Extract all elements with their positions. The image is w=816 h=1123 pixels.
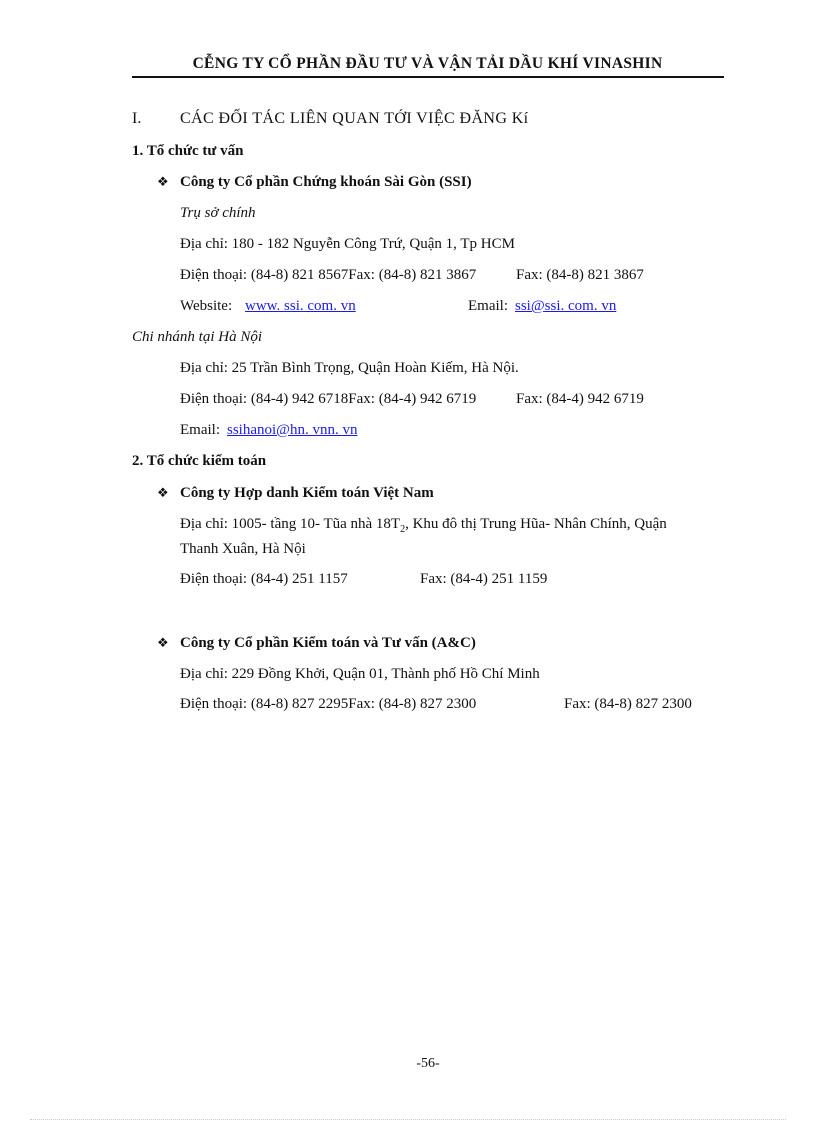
auditor-2-phone: Điện thoại: (84-8) 827 2295Fax: (84-8) 827 2300 xyxy=(180,696,477,712)
auditor-heading: 2. Tổ chức kiểm toán xyxy=(132,453,267,469)
branch-email-label: Email: xyxy=(180,422,220,438)
auditor-2-fax: Fax: (84-8) 827 2300 xyxy=(564,696,692,712)
header-divider xyxy=(132,76,724,78)
website-link[interactable]: www. ssi. com. vn xyxy=(245,298,356,314)
auditor-company-1: Công ty Hợp danh Kiểm toán Việt Nam xyxy=(180,485,434,501)
hq-address: Địa chỉ: 180 - 182 Nguyễn Công Trứ, Quận 1, Tp HCM xyxy=(180,236,515,252)
hq-label: Trụ sở chính xyxy=(180,205,256,221)
branch-phone: Điện thoại: (84-4) 942 6718Fax: (84-4) 942 6719 xyxy=(180,391,477,407)
hq-fax: Fax: (84-8) 821 3867 xyxy=(516,267,644,283)
section-title: CÁC ĐỐI TÁC LIÊN QUAN TỚI VIỆC ĐĂNG Kí xyxy=(180,110,529,127)
auditor-1-address-part2: , Khu đô thị Trung Hũa- Nhân Chính, Quận xyxy=(405,516,667,532)
email-link[interactable]: ssi@ssi. com. vn xyxy=(515,298,617,314)
diamond-bullet-icon: ❖ xyxy=(157,485,169,500)
branch-address: Địa chỉ: 25 Trần Bình Trọng, Quận Hoàn Kiếm, Hà Nội. xyxy=(180,360,519,376)
consultant-company-name: Công ty Cổ phần Chứng khoán Sài Gòn (SSI) xyxy=(180,174,472,190)
branch-label: Chi nhánh tại Hà Nội xyxy=(132,329,263,345)
diamond-bullet-icon: ❖ xyxy=(157,174,169,189)
section-number: I. xyxy=(132,110,142,127)
email-label: Email: xyxy=(468,298,508,314)
auditor-1-address xyxy=(180,516,667,535)
auditor-2-address: Địa chỉ: 229 Đồng Khởi, Quận 01, Thành phố Hồ Chí Minh xyxy=(180,666,540,682)
page-header-title: CỄNG TY CỔ PHẦN ĐẦU TƯ VÀ VẬN TẢI DẦU KHÍ VINASHIN xyxy=(192,55,663,72)
auditor-1-address-line2: Thanh Xuân, Hà Nội xyxy=(180,541,306,557)
hq-phone: Điện thoại: (84-8) 821 8567Fax: (84-8) 821 3867 xyxy=(180,267,477,283)
page-bottom-divider xyxy=(30,1119,786,1120)
auditor-1-phone: Điện thoại: (84-4) 251 1157 xyxy=(180,571,348,587)
auditor-1-address-part1: Địa chỉ: 1005- tầng 10- Tũa nhà 18T xyxy=(180,516,401,532)
page-number: -56- xyxy=(416,1056,440,1071)
auditor-1-fax: Fax: (84-4) 251 1159 xyxy=(420,571,548,587)
branch-email-link[interactable]: ssihanoi@hn. vnn. vn xyxy=(227,422,358,438)
website-label: Website: xyxy=(180,298,233,314)
auditor-1-address-subscript: 2 xyxy=(400,524,406,535)
consultant-heading: 1. Tổ chức tư vấn xyxy=(132,143,244,159)
diamond-bullet-icon: ❖ xyxy=(157,635,169,650)
branch-fax: Fax: (84-4) 942 6719 xyxy=(516,391,644,407)
auditor-company-2: Công ty Cổ phần Kiểm toán và Tư vấn (A&C) xyxy=(180,635,476,651)
